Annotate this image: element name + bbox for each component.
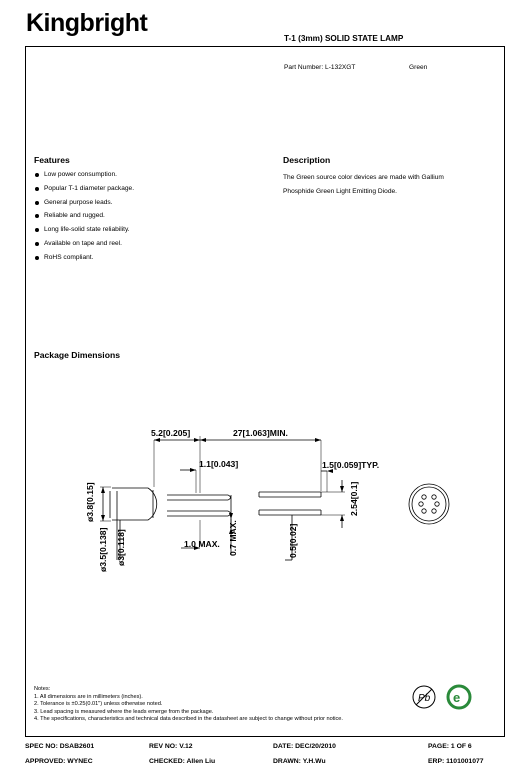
description-heading: Description: [283, 155, 331, 165]
pb-free-mark: [413, 686, 435, 708]
feature-item: Available on tape and reel.: [34, 240, 134, 254]
led-end-view: [409, 484, 449, 524]
pb-mark-label: Pb: [418, 693, 431, 704]
erp-number: ERP: 1101001077: [428, 758, 484, 765]
dim-label: 5.2[0.205]: [151, 428, 191, 438]
dim-label: 27[1.063]MIN.: [233, 428, 288, 438]
dim-label: 0.5[0.02]: [288, 523, 298, 558]
document-title: T-1 (3mm) SOLID STATE LAMP: [284, 34, 404, 43]
notes-title: Notes:: [34, 686, 51, 692]
feature-item: Reliable and rugged.: [34, 212, 134, 226]
dim-label: ø3[0.118]: [116, 529, 126, 566]
description-line: Phosphide Green Light Emitting Diode.: [283, 188, 397, 195]
checked-by: CHECKED: Allen Liu: [149, 758, 216, 765]
part-color: Green: [409, 64, 428, 71]
feature-item: Long life-solid state reliability.: [34, 226, 134, 240]
e-mark-icon: [448, 686, 470, 708]
spec-number: SPEC NO: DSAB2601: [25, 743, 95, 750]
feature-item: RoHS compliant.: [34, 254, 134, 268]
footer: [25, 737, 505, 771]
drawn-by: DRAWN: Y.H.Wu: [273, 758, 326, 765]
date: DATE: DEC/20/2010: [273, 743, 336, 750]
dim-label: ø3.5[0.138]: [98, 527, 108, 572]
note-item: 1. All dimensions are in millimeters (inches).: [34, 693, 143, 700]
part-number: Part Number: L-132XGT: [284, 64, 356, 71]
description-line: The Green source color devices are made with Gallium: [283, 174, 444, 181]
page-number: PAGE: 1 OF 6: [428, 743, 472, 750]
led-body-outline: [112, 488, 157, 520]
approved-by: APPROVED: WYNEC: [25, 758, 93, 765]
dim-label: ø3.8[0.15]: [85, 482, 95, 522]
features-heading: Features: [34, 155, 70, 165]
e-mark-label: e: [453, 690, 461, 705]
notes: [34, 686, 343, 724]
feature-item: Popular T-1 diameter package.: [34, 185, 134, 199]
feature-item: Low power consumption.: [34, 171, 134, 185]
dim-label: 1.5[0.059]TYP.: [322, 460, 380, 470]
feature-item: General purpose leads.: [34, 199, 134, 213]
dim-label: 0.7 MAX.: [228, 520, 238, 556]
note-item: 3. Lead spacing is measured where the leads emerge from the package.: [34, 708, 214, 715]
note-item: 2. Tolerance is ±0.25(0.01") unless otherwise noted.: [34, 701, 163, 708]
dim-label: 2.54[0.1]: [349, 481, 359, 516]
package-dimensions-heading: Package Dimensions: [34, 350, 120, 360]
revision-number: REV NO: V.12: [149, 743, 193, 750]
kingbright-logo: Kingbright: [26, 9, 148, 37]
dim-label: 1.0 MAX.: [184, 539, 220, 549]
note-item: 4. The specifications, characteristics and technical data described in the datasheet are subject to change without prior notice.: [34, 716, 343, 723]
dim-label: 1.1[0.043]: [199, 459, 239, 469]
